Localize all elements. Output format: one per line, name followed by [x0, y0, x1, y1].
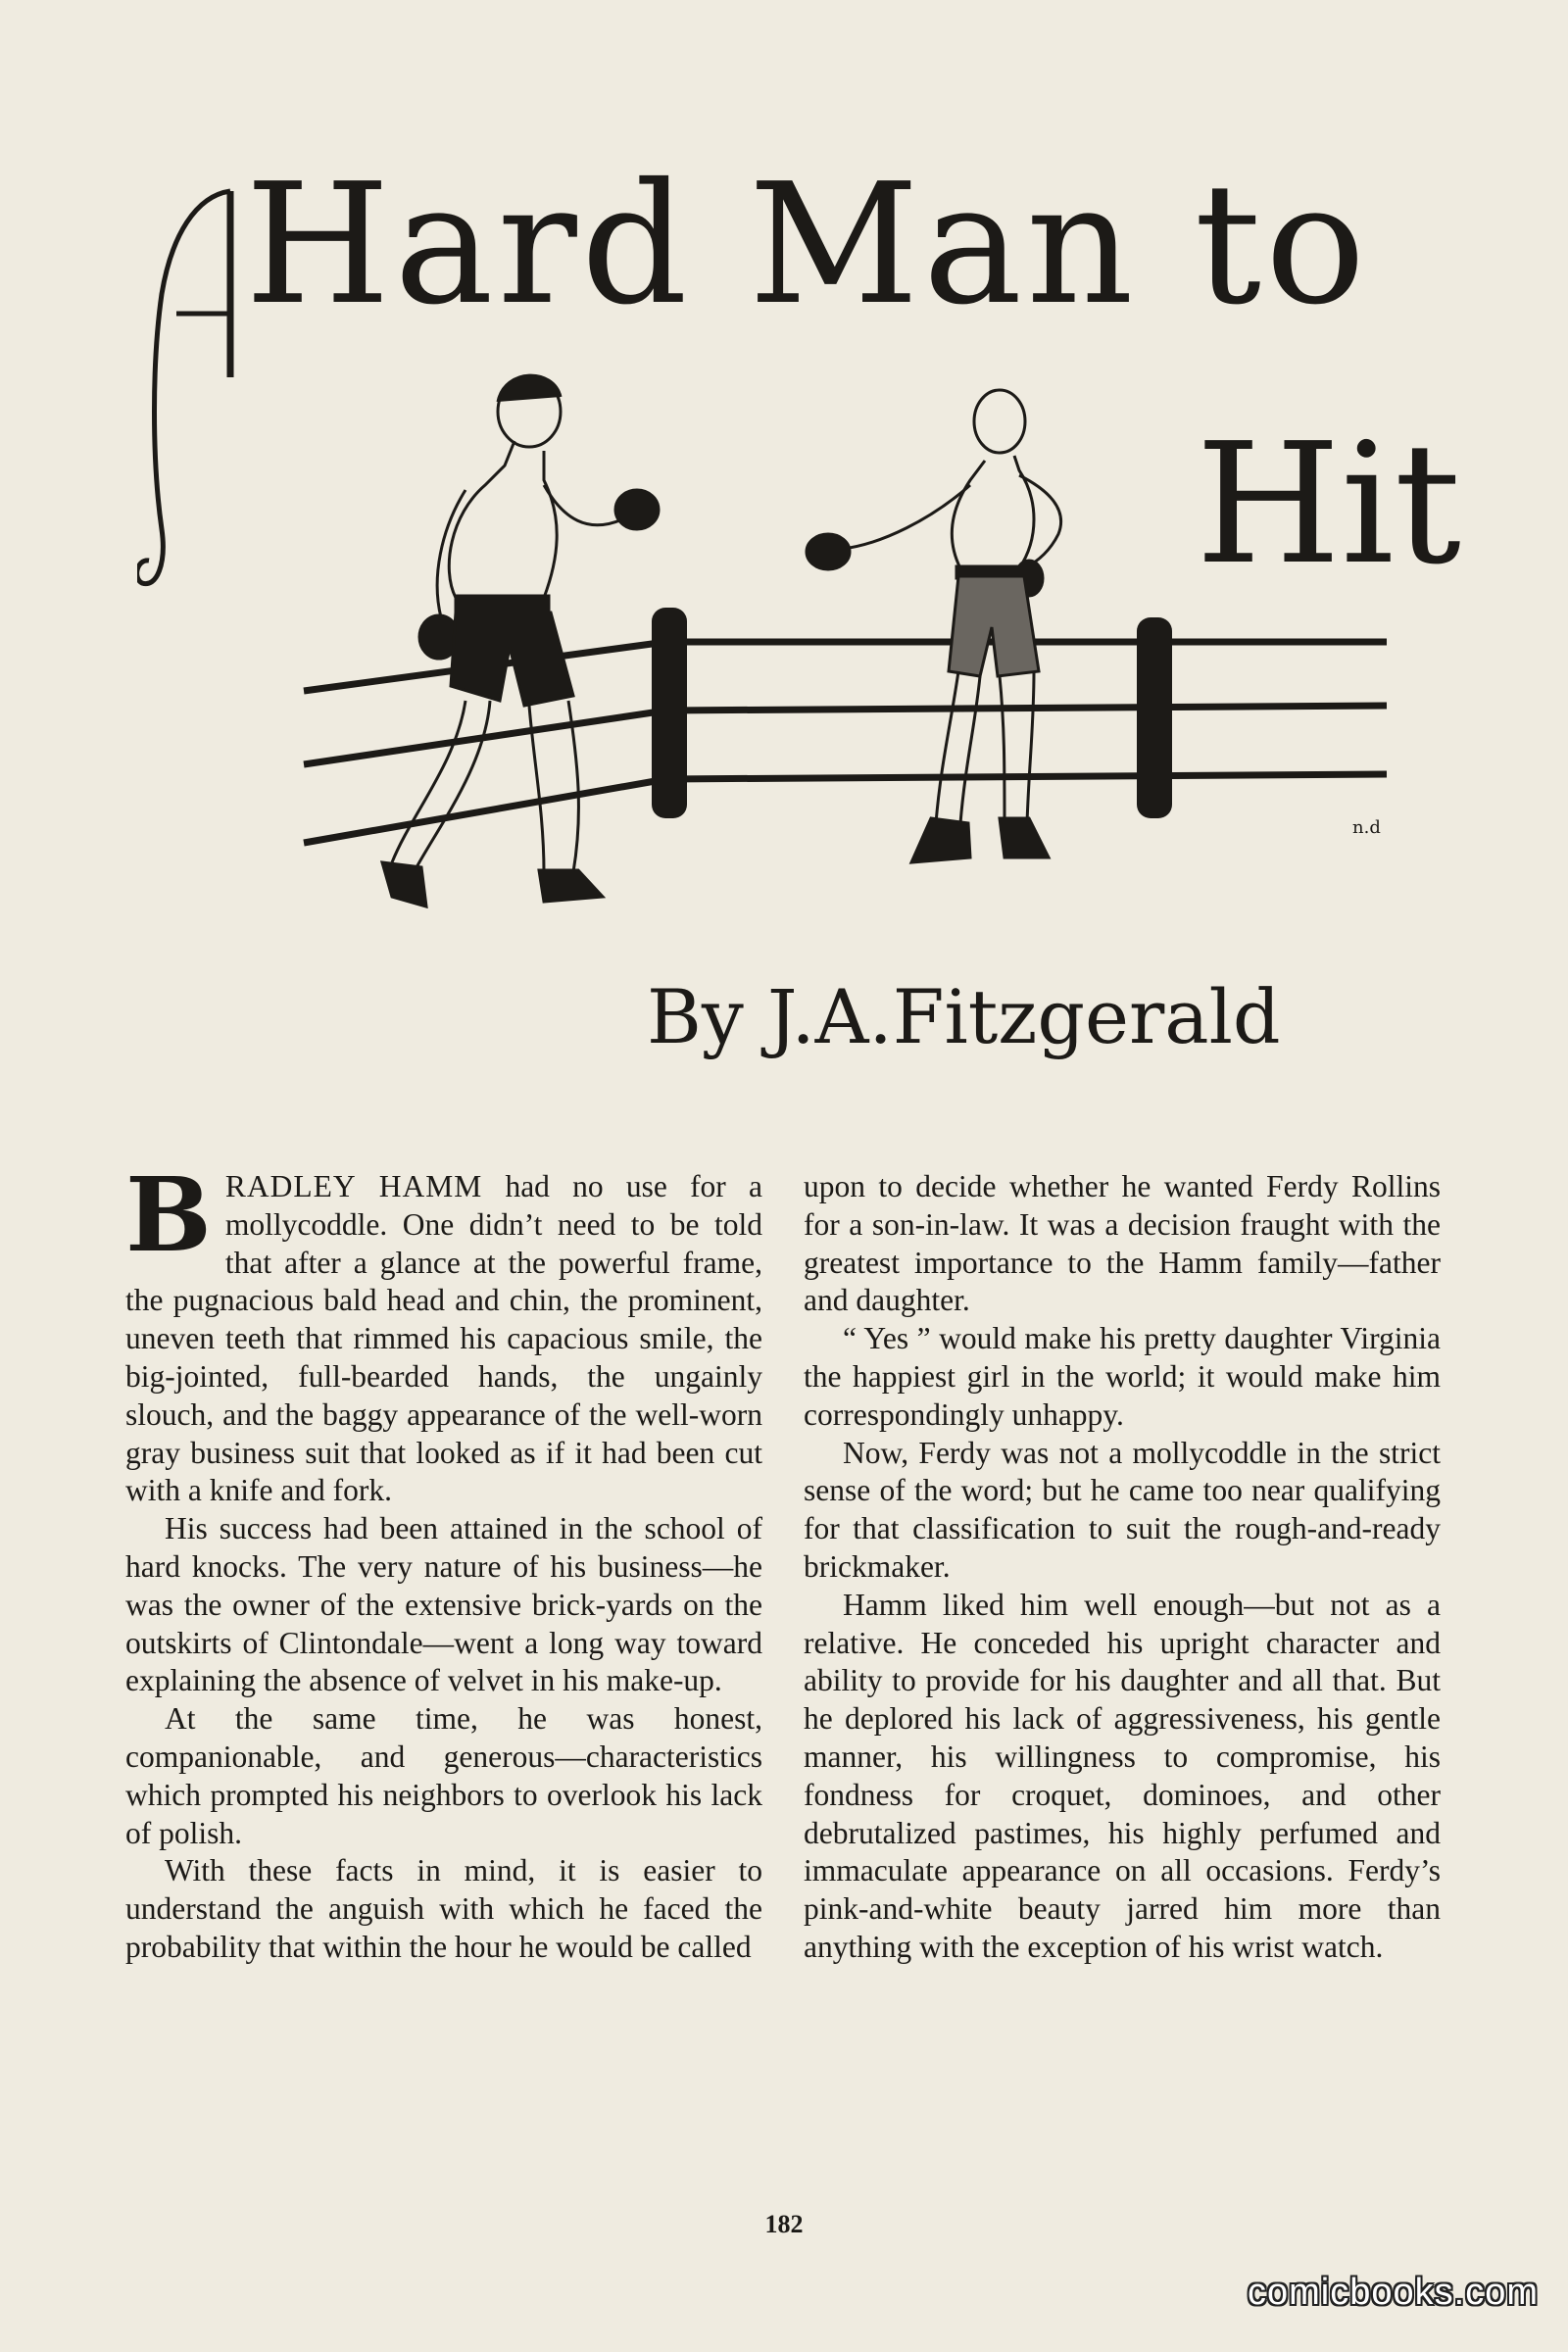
illustrator-signature: n.d: [1352, 817, 1381, 838]
page-number: 182: [764, 2210, 804, 2238]
article-column-right: [804, 1168, 1441, 1967]
paragraph: upon to decide whether he wanted Ferdy Rollins for a son-in-law. It was a decision fraught with the greatest importance to the Hamm family—father and daughter.: [804, 1169, 1441, 1318]
paragraph: [125, 1154, 762, 1510]
ring-post-right: [1137, 617, 1172, 818]
lead-in: RADLEY HAMM: [224, 1169, 483, 1203]
title-line2: Hit: [1196, 408, 1461, 602]
title-line1: Hard Man to: [245, 148, 1370, 342]
watermark: comicbooks.com: [1248, 2272, 1539, 2313]
paragraph: Now, Ferdy was not a mollycoddle in the strict sense of the word; but he came too near qualifying for that classification to suit the rough-and-ready brickmaker.: [804, 1435, 1441, 1584]
boxer-right: [807, 390, 1061, 862]
ring-post-left: [652, 608, 687, 818]
byline: By J.A.Fitzgerald: [647, 973, 1281, 1060]
drop-cap: B: [125, 1154, 212, 1275]
paragraph: Hamm liked him well enough—but not as a relative. He conceded his upright character and ability to provide for his daughter and all that. But he deplored his lack of aggressiveness, his gentle manner, his willingness to compromise, his fondness for croquet, dominoes, and other debrutalized pastimes, his highly perfumed and immaculate appearance on all occasions. Ferdy’s pink-and-white beauty jarred him more than anything with the exception of his wrist watch.: [804, 1587, 1441, 1964]
paragraph-text: had no use for a mollycoddle. One didn’t need to be told that after a glance at the powerful frame, the pugnacious bald head and chin, the prominent, uneven teeth that rimmed his capacious smile, the big-jointed, full-bearded hands, the ungainly slouch, and the baggy appearance of the well-worn gray business suit that looked as if it had been cut with a knife and fork.: [125, 1169, 762, 1508]
paragraph: His success had been attained in the school of hard knocks. The very nature of his business—he was the owner of the extensive brick-yards on the outskirts of Clintondale—went a long way toward explaining the absence of velvet in his make-up.: [125, 1511, 762, 1698]
article-column-left: [125, 1154, 762, 1967]
paragraph: At the same time, he was honest, companionable, and generous—characteristics which prompted his neighbors to overlook his lack of polish.: [125, 1701, 762, 1850]
paragraph: With these facts in mind, it is easier to understand the anguish with which he faced the probability that within the hour he would be called: [125, 1853, 762, 1964]
title-initial-a: [137, 176, 235, 608]
paragraph: “ Yes ” would make his pretty daughter Virginia the happiest girl in the world; it would make him correspondingly unhappy.: [804, 1321, 1441, 1432]
boxer-left: [382, 375, 659, 906]
boxing-ring-illustration: [294, 372, 1401, 980]
